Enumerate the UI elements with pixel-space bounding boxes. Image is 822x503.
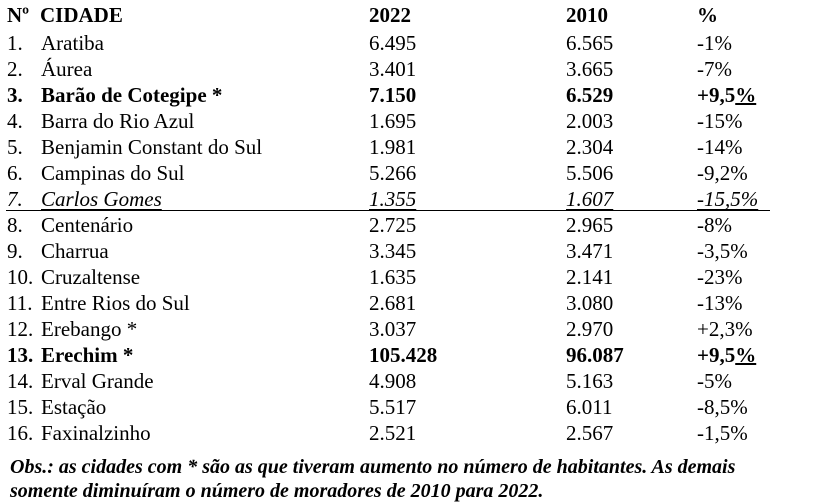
row-city: Entre Rios do Sul xyxy=(41,291,190,315)
percent-sign-underlined: % xyxy=(735,83,757,107)
table-row xyxy=(0,316,822,342)
row-2010: 6.011 xyxy=(566,395,613,419)
row-2022: 2.725 xyxy=(369,213,417,237)
row-percent: -5% xyxy=(697,369,732,393)
row-2022: 2.681 xyxy=(369,291,417,315)
row-2010: 2.965 xyxy=(566,213,614,237)
row-2022: 7.150 xyxy=(369,83,417,107)
row-city: Charrua xyxy=(41,239,109,263)
table-header xyxy=(0,2,822,28)
row-percent: -7% xyxy=(697,57,732,81)
table-row-highlighted xyxy=(0,82,822,108)
row-2010: 2.304 xyxy=(566,135,614,159)
row-2010: 3.471 xyxy=(566,239,614,263)
row-city: Centenário xyxy=(41,213,134,237)
table-row xyxy=(0,394,822,420)
row-number: 16. xyxy=(7,421,34,445)
table-row xyxy=(0,56,822,82)
row-city: Cruzaltense xyxy=(41,265,141,289)
row-2022: 3.037 xyxy=(369,317,417,341)
row-number: 14. xyxy=(7,369,34,393)
row-number: 4. xyxy=(7,109,23,133)
row-city: Carlos Gomes xyxy=(41,187,162,211)
row-2010: 3.080 xyxy=(566,291,614,315)
row-2022: 1.635 xyxy=(369,265,417,289)
table-row xyxy=(0,134,822,160)
percent-sign-underlined: % xyxy=(735,343,757,367)
table-row xyxy=(0,290,822,316)
table-divider-line xyxy=(6,210,770,211)
table-row xyxy=(0,420,822,446)
row-percent: -15,5% xyxy=(697,187,759,211)
header-percent: % xyxy=(697,3,718,27)
row-number: 9. xyxy=(7,239,23,263)
row-city: Aratiba xyxy=(41,31,104,55)
row-city: Estação xyxy=(41,395,107,419)
row-city: Campinas do Sul xyxy=(41,161,185,185)
row-percent: -8% xyxy=(697,213,732,237)
row-2010: 5.506 xyxy=(566,161,614,185)
row-2010: 2.003 xyxy=(566,109,614,133)
row-city: Barão de Cotegipe * xyxy=(41,83,223,107)
row-2010: 6.565 xyxy=(566,31,614,55)
row-city: Erechim * xyxy=(41,343,134,367)
row-number: 12. xyxy=(7,317,34,341)
row-percent: -14% xyxy=(697,135,743,159)
row-percent: -1% xyxy=(697,31,732,55)
row-2022: 6.495 xyxy=(369,31,417,55)
row-number: 15. xyxy=(7,395,34,419)
percent-value: +9,5 xyxy=(697,343,736,367)
percent-value: +9,5 xyxy=(697,83,736,107)
row-percent: -23% xyxy=(697,265,743,289)
row-2022: 105.428 xyxy=(369,343,438,367)
row-2022: 1.981 xyxy=(369,135,417,159)
row-2010: 2.567 xyxy=(566,421,614,445)
row-number: 7. xyxy=(7,187,23,211)
row-percent: +2,3% xyxy=(697,317,753,341)
table-row xyxy=(0,30,822,56)
row-2022: 3.401 xyxy=(369,57,417,81)
row-city: Erebango * xyxy=(41,317,138,341)
row-number: 11. xyxy=(7,291,33,315)
row-2022: 5.517 xyxy=(369,395,417,419)
table-row xyxy=(0,264,822,290)
row-2010: 1.607 xyxy=(566,187,614,211)
header-2010: 2010 xyxy=(566,3,608,27)
header-2022: 2022 xyxy=(369,3,411,27)
table-row xyxy=(0,368,822,394)
table-row-highlighted xyxy=(0,342,822,368)
row-number: 6. xyxy=(7,161,23,185)
row-number: 8. xyxy=(7,213,23,237)
row-2022: 3.345 xyxy=(369,239,417,263)
row-city: Benjamin Constant do Sul xyxy=(41,135,263,159)
row-number: 2. xyxy=(7,57,23,81)
row-2010: 6.529 xyxy=(566,83,614,107)
row-percent xyxy=(697,82,817,108)
row-percent: -15% xyxy=(697,109,743,133)
row-percent: -9,2% xyxy=(697,161,748,185)
row-percent xyxy=(697,342,817,368)
footnote-line-1: Obs.: as cidades com * são as que tiveram aumento no número de habitantes. As demais xyxy=(10,456,736,478)
footnote-line-2: somente diminuíram o número de moradores de 2010 para 2022. xyxy=(10,480,544,502)
row-percent: -13% xyxy=(697,291,743,315)
header-city: CIDADE xyxy=(40,3,123,27)
row-number: 13. xyxy=(7,343,34,367)
row-number: 10. xyxy=(7,265,34,289)
table-row xyxy=(0,160,822,186)
row-2022: 5.266 xyxy=(369,161,417,185)
row-city: Barra do Rio Azul xyxy=(41,109,195,133)
row-2022: 4.908 xyxy=(369,369,417,393)
row-number: 3. xyxy=(7,83,23,107)
row-city: Áurea xyxy=(41,57,93,81)
row-2010: 2.970 xyxy=(566,317,614,341)
row-2022: 1.355 xyxy=(369,187,417,211)
row-2010: 3.665 xyxy=(566,57,614,81)
row-2022: 1.695 xyxy=(369,109,417,133)
table-row xyxy=(0,238,822,264)
row-percent: -1,5% xyxy=(697,421,748,445)
footnote xyxy=(10,455,822,503)
row-city: Erval Grande xyxy=(41,369,154,393)
table-row-italic xyxy=(0,186,822,212)
table-row xyxy=(0,108,822,134)
row-percent: -8,5% xyxy=(697,395,748,419)
row-2010: 96.087 xyxy=(566,343,624,367)
table-row xyxy=(0,212,822,238)
header-number: Nº xyxy=(7,3,30,27)
row-number: 1. xyxy=(7,31,23,55)
row-2022: 2.521 xyxy=(369,421,417,445)
row-percent: -3,5% xyxy=(697,239,748,263)
row-city: Faxinalzinho xyxy=(41,421,151,445)
row-2010: 5.163 xyxy=(566,369,614,393)
row-2010: 2.141 xyxy=(566,265,614,289)
row-number: 5. xyxy=(7,135,23,159)
